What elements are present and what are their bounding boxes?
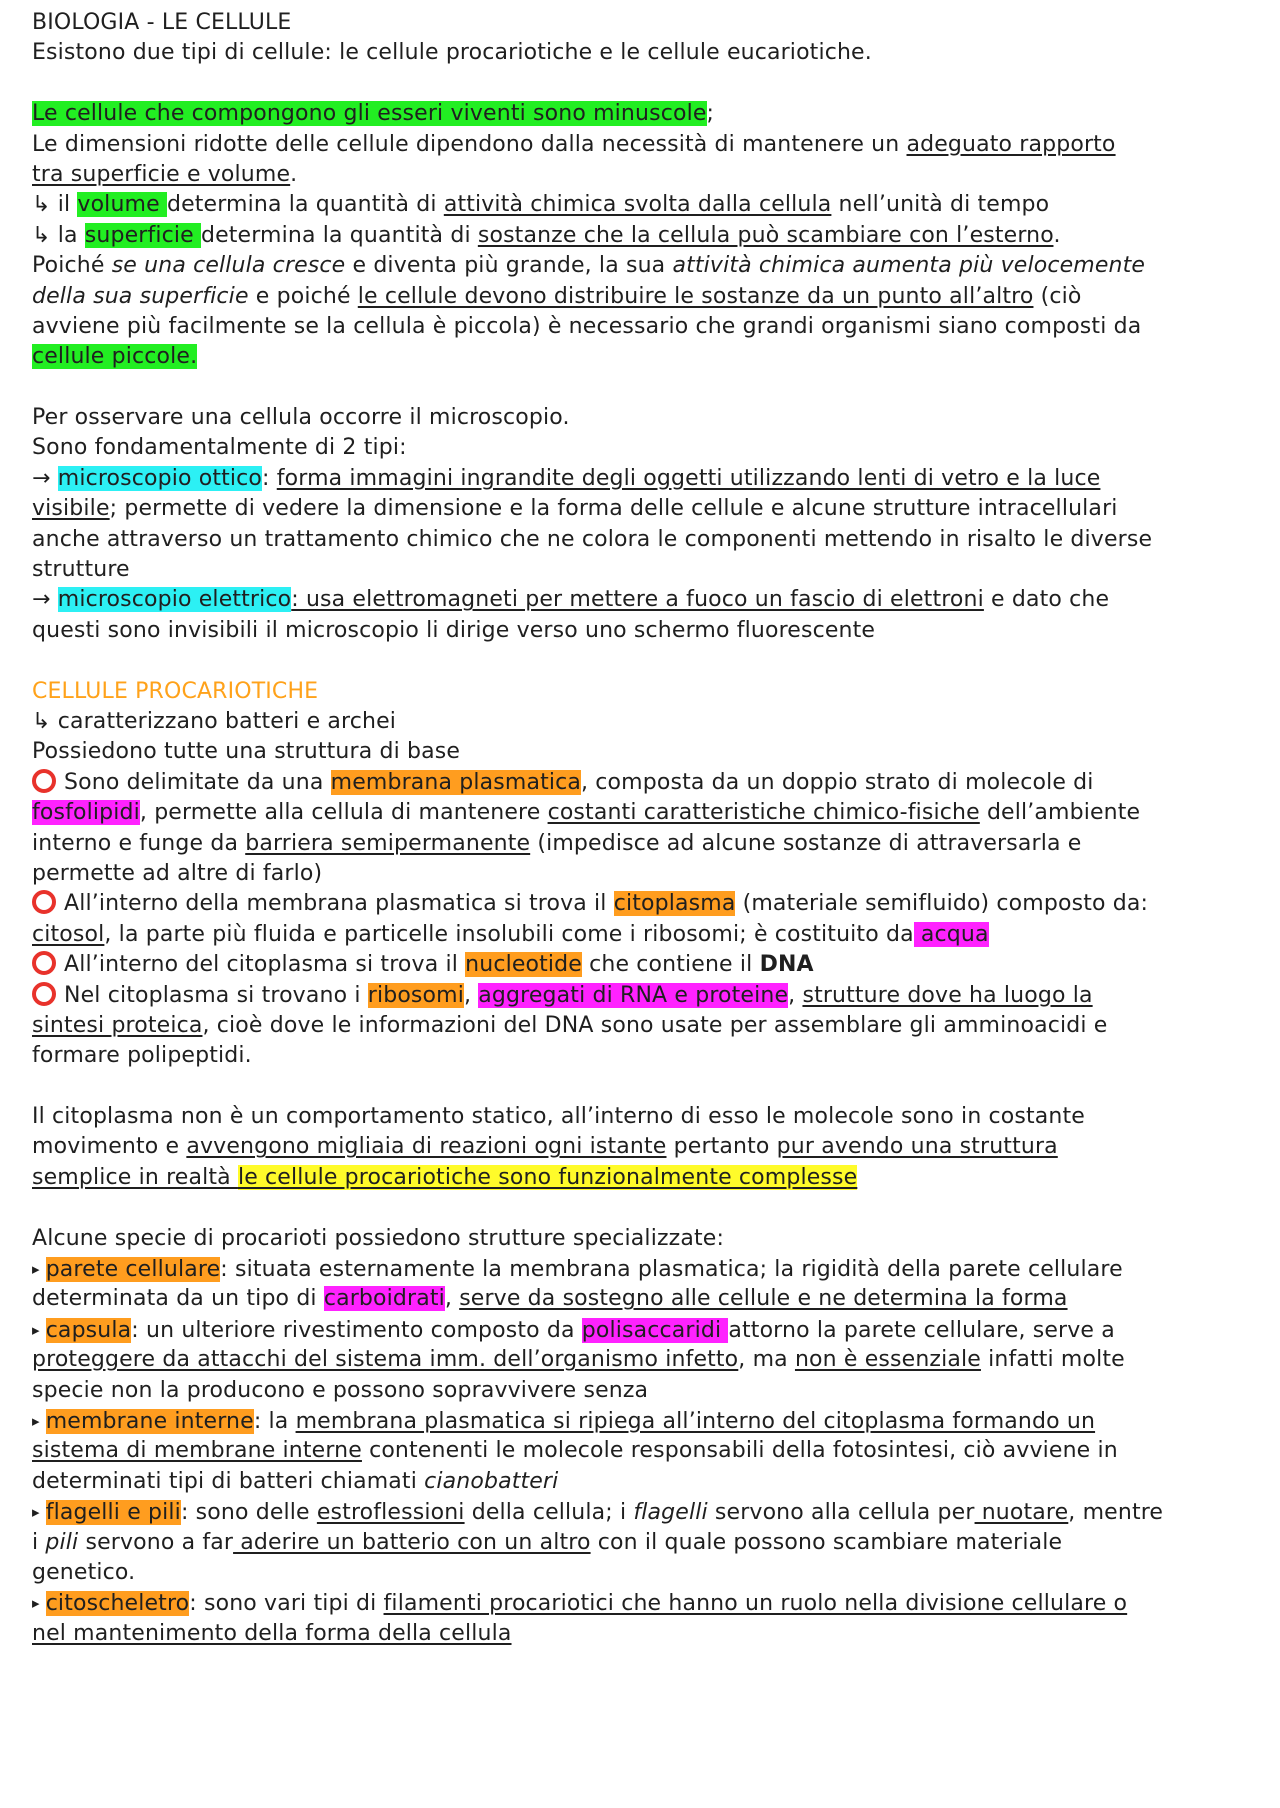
text-run: carboidrati xyxy=(323,1286,445,1312)
red-circle-icon xyxy=(32,890,56,914)
text-run: nucleotide xyxy=(465,952,582,978)
text-run: (materiale semifluido) composto da: xyxy=(735,891,1149,917)
text-run: estroflessioni xyxy=(316,1500,465,1526)
text-run: la xyxy=(50,222,85,248)
text-run: ; xyxy=(706,101,715,127)
text-run: nuotare xyxy=(974,1500,1069,1526)
text-run: sostanze che la cellula può scambiare con l’esterno xyxy=(477,222,1054,248)
text-run: . xyxy=(290,161,298,187)
special-flagella-line-2 xyxy=(32,1528,1248,1558)
text-run: pili xyxy=(45,1529,79,1555)
text-run: infatti molte xyxy=(980,1347,1125,1373)
text-run: ribosomi xyxy=(367,982,464,1008)
special-flagella-line-3 xyxy=(32,1558,1248,1588)
text-run: i xyxy=(32,1529,46,1555)
electric-microscope-line xyxy=(32,585,1248,615)
highlight: Le cellule che compongono gli esseri viventi sono minuscole xyxy=(32,101,707,127)
text-run: determina la quantità di xyxy=(200,222,478,248)
text-run: , xyxy=(788,982,803,1008)
text-run: , cioè dove le informazioni del DNA sono usate per assemblare gli amminoacidi e xyxy=(202,1012,1108,1038)
text-run: acqua xyxy=(913,921,989,947)
special-intro xyxy=(32,1224,1248,1254)
text-run: aderire un batterio con un altro xyxy=(233,1529,591,1555)
triangle-bullet-icon: ▸ xyxy=(32,1503,40,1522)
text-run: Possiedono tutte una struttura di base xyxy=(32,739,461,765)
text-run: se una cellula cresce xyxy=(111,253,346,279)
special-cytoskeleton-line-2 xyxy=(32,1619,1248,1649)
prok-bullet-1-line-2 xyxy=(32,798,1248,828)
text-run: anche attraverso un trattamento chimico che ne colora le componenti mettendo in risalto le diverse xyxy=(32,526,1153,552)
text-run: attività chimica svolta dalla cellula xyxy=(443,192,832,218)
text-run: caratterizzano batteri e archei xyxy=(50,708,397,734)
arrow-right-icon: → xyxy=(32,587,58,613)
text-run: membrana plasmatica xyxy=(330,769,582,795)
special-capsule xyxy=(32,1315,1248,1345)
text-run: : la xyxy=(253,1408,296,1434)
text-run: microscopio ottico xyxy=(57,465,263,491)
text-run: All’interno del citoplasma si trova il xyxy=(64,952,466,978)
text-run: Sono delimitate da una xyxy=(64,769,331,795)
text-run: nell’unità di tempo xyxy=(831,192,1050,218)
text-run: : xyxy=(262,465,277,491)
text-run: che contiene il xyxy=(581,952,760,978)
text-run: . xyxy=(1053,222,1061,248)
text-run: Le dimensioni ridotte delle cellule dipendono dalla necessità di mantenere un xyxy=(32,131,907,157)
optical-microscope-line-3 xyxy=(32,525,1248,555)
text-run: con il quale possono scambiare materiale xyxy=(590,1529,1063,1555)
text-run: superficie xyxy=(84,222,201,248)
text-run: , composta da un doppio strato di molecole di xyxy=(581,769,1094,795)
text-run: costanti caratteristiche chimico-fisiche xyxy=(547,800,980,826)
text-run: CELLULE PROCARIOTICHE xyxy=(32,678,319,704)
text-run: servono a far xyxy=(78,1529,234,1555)
microscope-line-1 xyxy=(32,403,1248,433)
text-run: e poiché xyxy=(248,283,358,309)
electric-microscope-line-2 xyxy=(32,616,1248,646)
text-run: sistema di membrane interne xyxy=(32,1438,362,1464)
text-run: , permette alla cellula di mantenere xyxy=(139,800,548,826)
text-run: forma immagini ingrandite degli oggetti utilizzando lenti di vetro e la luce xyxy=(276,465,1101,491)
text-run: : usa elettromagneti per mettere a fuoco un fascio di elettroni xyxy=(291,587,984,613)
microscope-line-2 xyxy=(32,433,1248,463)
text-run: il xyxy=(50,192,78,218)
text-run: strutture dove ha luogo la xyxy=(802,982,1093,1008)
special-capsule-line-3 xyxy=(32,1376,1248,1406)
text-run: nel mantenimento della forma della cellula xyxy=(32,1620,512,1646)
text-run: , la parte più fluida e particelle insolubili come i ribosomi; è costituito da xyxy=(104,921,914,947)
text-run: barriera semipermanente xyxy=(245,830,531,856)
text-run: attività chimica aumenta più velocemente xyxy=(672,253,1146,279)
arrow-icon: ↳ xyxy=(32,192,51,218)
text-run: Per osservare una cellula occorre il microscopio. xyxy=(32,405,570,431)
text-run: attorno la parete cellulare, serve a xyxy=(728,1317,1115,1343)
prok-sub xyxy=(32,707,1248,737)
special-internal-membranes xyxy=(32,1406,1248,1436)
text-run: non è essenziale xyxy=(794,1347,981,1373)
special-internal-membranes-line-3 xyxy=(32,1467,1248,1497)
special-cytoskeleton xyxy=(32,1588,1248,1618)
optical-microscope-line-2 xyxy=(32,494,1248,524)
triangle-bullet-icon: ▸ xyxy=(32,1320,40,1339)
size-line-q3 xyxy=(32,312,1248,342)
surface-line xyxy=(32,221,1248,251)
text-run: cianobatteri xyxy=(424,1468,559,1494)
prok-bullet-1 xyxy=(32,768,1248,798)
text-run: citoscheletro xyxy=(45,1591,190,1617)
text-run: determinati tipi di batteri chiamati xyxy=(32,1468,425,1494)
text-run: determina la quantità di xyxy=(166,192,444,218)
red-circle-icon xyxy=(32,982,56,1006)
prok-bullet-4-line-2 xyxy=(32,1011,1248,1041)
prok-bullet-4 xyxy=(32,981,1248,1011)
text-run: sintesi proteica xyxy=(32,1012,203,1038)
page-title xyxy=(32,8,1248,38)
text-run: citoplasma xyxy=(613,891,736,917)
text-run: questi sono invisibili il microscopio li dirige verso uno schermo fluorescente xyxy=(32,617,876,643)
text-run: proteggere da attacchi del sistema imm. dell’organismo infetto xyxy=(32,1347,739,1373)
special-cell-wall-line-2 xyxy=(32,1284,1248,1314)
text-run: , ma xyxy=(738,1347,795,1373)
volume-line xyxy=(32,190,1248,220)
text-run: (impedisce ad alcune sostanze di attraversarla e xyxy=(530,830,1082,856)
text-run: : sono delle xyxy=(180,1500,317,1526)
text-run: fosfolipidi xyxy=(32,800,140,826)
special-capsule-line-2 xyxy=(32,1345,1248,1375)
text-run: servono alla cellula per xyxy=(707,1500,975,1526)
arrow-right-icon: → xyxy=(32,465,58,491)
prok-bullet-1-line-3 xyxy=(32,829,1248,859)
prok-bullet-4-line-3 xyxy=(32,1041,1248,1071)
special-cell-wall xyxy=(32,1254,1248,1284)
text-run: citosol xyxy=(32,921,105,947)
optical-microscope-line xyxy=(32,464,1248,494)
text-run: ; permette di vedere la dimensione e la forma delle cellule e alcune strutture intracellulari xyxy=(109,496,1118,522)
prok-bullet-2-line-2 xyxy=(32,920,1248,950)
document-body xyxy=(32,8,1248,1649)
intro-line xyxy=(32,38,1248,68)
triangle-bullet-icon: ▸ xyxy=(32,1260,40,1279)
prok-bullet-3 xyxy=(32,950,1248,980)
prok-bullet-1-line-4 xyxy=(32,859,1248,889)
text-run: le cellule procariotiche sono funzionalmente complesse xyxy=(237,1164,858,1190)
text-run: , xyxy=(464,982,479,1008)
special-flagella xyxy=(32,1497,1248,1527)
text-run: flagelli e pili xyxy=(45,1500,181,1526)
size-line-1 xyxy=(32,99,1248,129)
text-run: DNA xyxy=(759,952,814,978)
prok-bullet-2 xyxy=(32,889,1248,919)
red-circle-icon xyxy=(32,769,56,793)
text-run: movimento e xyxy=(32,1134,187,1160)
text-run: della sua superficie xyxy=(32,283,249,309)
text-run: Alcune specie di procarioti possiedono strutture specializzate: xyxy=(32,1225,725,1251)
optical-microscope-line-4 xyxy=(32,555,1248,585)
text-run: semplice in realtà xyxy=(32,1164,238,1190)
text-run: Poiché xyxy=(32,253,112,279)
text-run: , mentre xyxy=(1068,1500,1164,1526)
text-run: permette ad altre di farlo) xyxy=(32,860,323,886)
text-run: pertanto xyxy=(666,1134,777,1160)
red-circle-icon xyxy=(32,951,56,975)
text-run: visibile xyxy=(32,496,110,522)
text-run: , xyxy=(444,1286,460,1312)
text-run: determinata da un tipo di xyxy=(32,1286,324,1312)
prok-base xyxy=(32,737,1248,767)
text-run: membrana plasmatica si ripiega all’interno del citoplasma formando un xyxy=(295,1408,1096,1434)
text-run: Sono fondamentalmente di 2 tipi: xyxy=(32,435,407,461)
text-run: volume xyxy=(77,192,167,218)
arrow-icon: ↳ xyxy=(32,708,51,734)
text-run: aggregati di RNA e proteine xyxy=(478,982,789,1008)
text-run: Nel citoplasma si trovano i xyxy=(64,982,368,1008)
text-run: : sono vari tipi di xyxy=(189,1591,384,1617)
size-line-q4 xyxy=(32,342,1248,372)
cytoplasm-line-1 xyxy=(32,1102,1248,1132)
text-run: polisaccaridi xyxy=(581,1317,729,1343)
size-line-q2 xyxy=(32,282,1248,312)
text-run: pur avendo una struttura xyxy=(776,1134,1058,1160)
text-run: serve da sostegno alle cellule e ne determina la forma xyxy=(459,1286,1068,1312)
size-line-3 xyxy=(32,160,1248,190)
text-run: e diventa più grande, la sua xyxy=(345,253,673,279)
text-run: Il citoplasma non è un comportamento statico, all’interno di esso le molecole sono in costante xyxy=(32,1104,1085,1130)
text-run: filamenti procariotici che hanno un ruolo nella divisione cellulare o xyxy=(383,1591,1128,1617)
special-internal-membranes-line-2 xyxy=(32,1436,1248,1466)
text-run: della cellula; i xyxy=(464,1500,634,1526)
text-run: e dato che xyxy=(983,587,1110,613)
text-run: flagelli xyxy=(633,1500,708,1526)
cytoplasm-line-3 xyxy=(32,1163,1248,1193)
text-run: formare polipeptidi. xyxy=(32,1043,252,1069)
text-run: parete cellulare xyxy=(45,1257,221,1283)
arrow-icon: ↳ xyxy=(32,222,51,248)
cytoplasm-line-2 xyxy=(32,1132,1248,1162)
text-run: : un ulteriore rivestimento composto da xyxy=(131,1317,582,1343)
triangle-bullet-icon: ▸ xyxy=(32,1594,40,1613)
text-run: genetico. xyxy=(32,1559,136,1585)
text-run: Esistono due tipi di cellule: le cellule procariotiche e le cellule eucariotiche. xyxy=(32,40,872,66)
text-run: microscopio elettrico xyxy=(57,587,292,613)
text-run: strutture xyxy=(32,557,130,583)
text-run: specie non la producono e possono sopravvivere senza xyxy=(32,1377,649,1403)
size-line-q1 xyxy=(32,251,1248,281)
text-run: membrane interne xyxy=(45,1408,254,1434)
text-run: (ciò xyxy=(1033,283,1082,309)
text-run: All’interno della membrana plasmatica si trova il xyxy=(64,891,614,917)
text-run: contenenti le molecole responsabili della fotosintesi, ciò avviene in xyxy=(361,1438,1118,1464)
text-run: interno e funge da xyxy=(32,830,246,856)
text-run: capsula xyxy=(45,1317,132,1343)
text-run: avviene più facilmente se la cellula è piccola) è necessario che grandi organismi siano composti da xyxy=(32,313,1142,339)
text-run: adeguato rapporto xyxy=(906,131,1116,157)
triangle-bullet-icon: ▸ xyxy=(32,1411,40,1430)
text-run: : situata esternamente la membrana plasmatica; la rigidità della parete cellulare xyxy=(220,1257,1123,1283)
size-line-2 xyxy=(32,130,1248,160)
text-run: BIOLOGIA - LE CELLULE xyxy=(32,10,292,35)
text-run: le cellule devono distribuire le sostanze da un punto all’altro xyxy=(357,283,1034,309)
section-heading xyxy=(32,677,1248,707)
text-run: cellule piccole. xyxy=(32,344,198,370)
text-run: dell’ambiente xyxy=(979,800,1141,826)
text-run: tra superficie e volume xyxy=(32,161,291,187)
text-run: avvengono migliaia di reazioni ogni istante xyxy=(186,1134,667,1160)
